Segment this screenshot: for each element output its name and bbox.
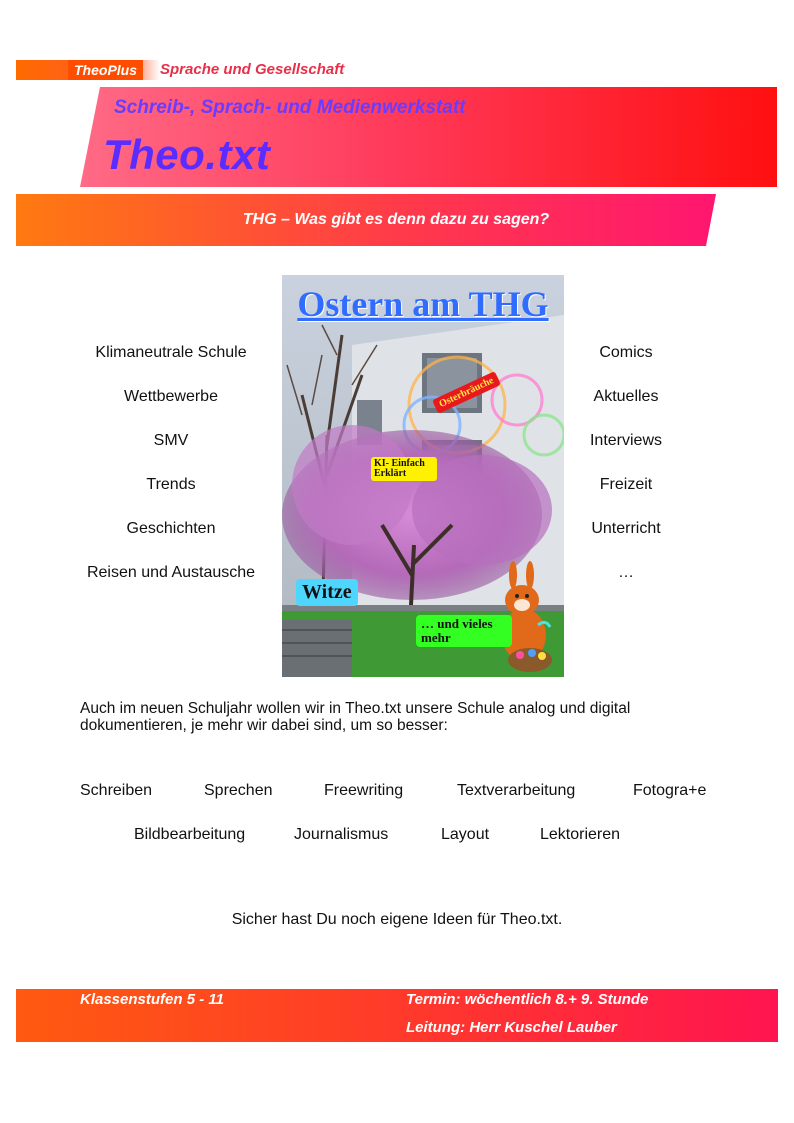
skill-item: Layout <box>441 826 490 843</box>
topic-left: Reisen und Austausche <box>86 564 256 581</box>
skill-item: Fotogra+e <box>633 782 707 799</box>
poster-label-ki <box>371 457 437 481</box>
topic-right: Freizeit <box>599 476 653 493</box>
topic-left: Geschichten <box>126 520 216 537</box>
poster-title: Ostern am THG <box>297 284 549 324</box>
topic-right: Aktuelles <box>593 388 659 405</box>
topic-right: Interviews <box>589 432 663 449</box>
topic-right: … <box>618 564 634 581</box>
topic-left: Wettbewerbe <box>124 388 218 405</box>
skill-item: Textverarbeitung <box>457 782 576 799</box>
closing-line: Sicher hast Du noch eigene Ideen für Theo.txt. <box>231 911 563 928</box>
banner-subtitle: Schreib-, Sprach- und Medienwerkstatt <box>114 97 466 118</box>
topic-left: SMV <box>153 432 189 449</box>
subject-label: Sprache und Gesellschaft <box>160 61 345 78</box>
skill-item: Freewriting <box>324 782 404 799</box>
poster-label-witze: Witze <box>296 579 358 606</box>
topic-right: Comics <box>599 344 653 361</box>
poster-label-more-line2: mehr <box>421 630 451 645</box>
skill-item: Schreiben <box>80 782 153 799</box>
theoplus-tag: TheoPlus <box>68 60 143 80</box>
skill-item: Journalismus <box>294 826 389 843</box>
poster-image <box>282 275 564 677</box>
footer-lead: Leitung: Herr Kuschel Lauber <box>406 1019 617 1036</box>
topic-left: Klimaneutrale Schule <box>95 344 247 361</box>
poster-label-ki-line1: KI- Einfach <box>374 458 425 469</box>
intro-paragraph: Auch im neuen Schuljahr wollen wir in Theo.txt unsere Schule analog und digital dokumentieren, je mehr wir dabei sind, um so besser: <box>80 700 631 734</box>
poster-label-osterbraeuche: Osterbräuche <box>432 371 501 414</box>
footer-grades: Klassenstufen 5 - 11 <box>80 991 224 1008</box>
topic-right: Unterricht <box>591 520 661 537</box>
skill-item: Sprechen <box>204 782 273 799</box>
footer-schedule: Termin: wöchentlich 8.+ 9. Stunde <box>406 991 649 1008</box>
poster-label-more-line1: … und vieles <box>421 616 493 631</box>
topic-left: Trends <box>146 476 196 493</box>
skill-item: Bildbearbeitung <box>134 826 246 843</box>
page-title: Theo.txt <box>103 131 271 178</box>
poster-label-ki-line2: Erklärt <box>374 468 407 479</box>
skill-item: Lektorieren <box>540 826 621 843</box>
poster-label-more <box>416 615 512 647</box>
tagline-text: THG – Was gibt es denn dazu zu sagen? <box>242 211 550 228</box>
